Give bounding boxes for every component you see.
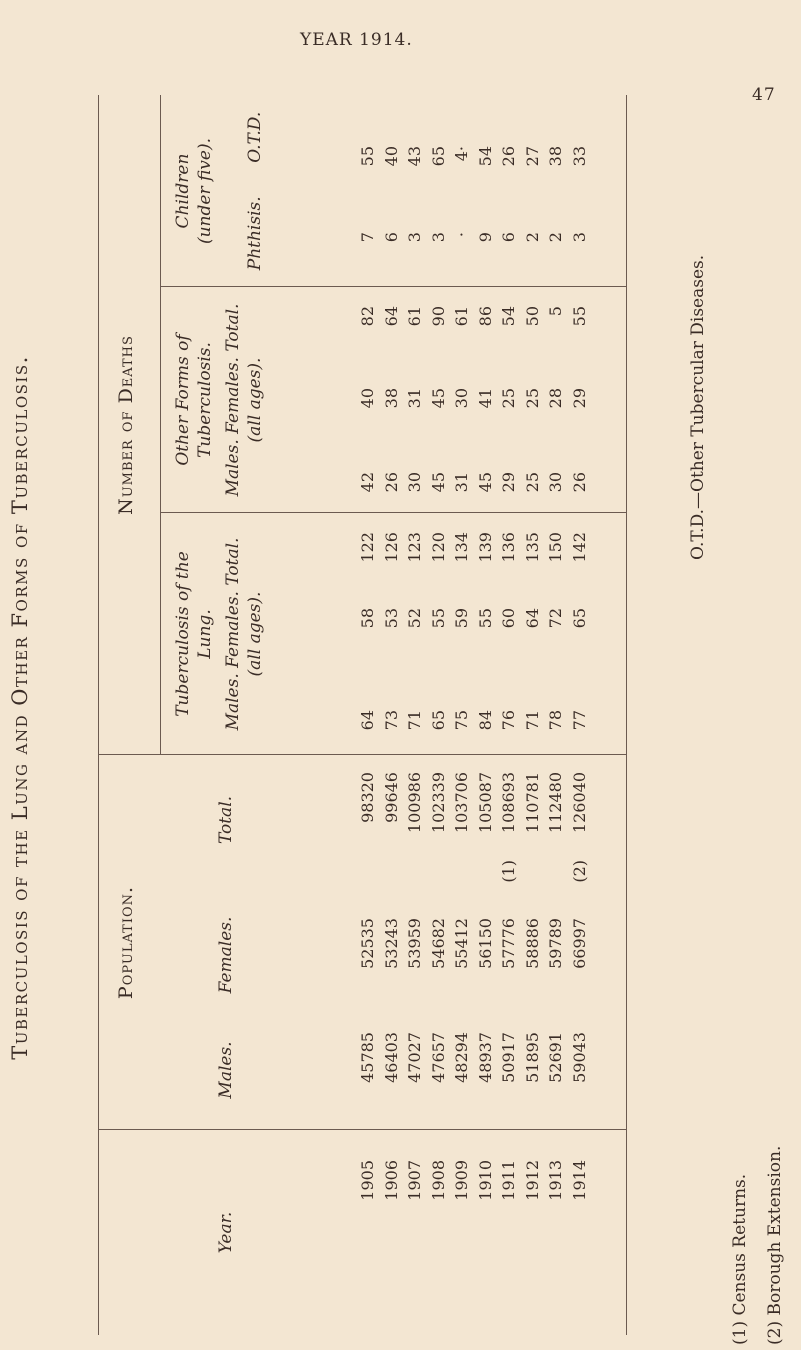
cell-year: 1913 xyxy=(546,1160,565,1201)
cell-other-t: 86 xyxy=(475,306,495,327)
running-head: YEAR 1914. xyxy=(300,30,413,50)
cell-lung-m: 64 xyxy=(358,710,377,731)
cell-ch-phthisis: 2 xyxy=(522,232,542,243)
cell-ch-otd: 43 xyxy=(405,146,424,167)
cell-lung-m: 73 xyxy=(381,710,401,731)
cell-ch-phthisis: 2 xyxy=(546,232,565,243)
cell-other-f: 41 xyxy=(475,388,495,409)
rule-group xyxy=(160,95,161,755)
cell-year: 1912 xyxy=(522,1160,542,1201)
cell-other-f: 38 xyxy=(381,388,401,409)
cell-lung-t: 120 xyxy=(428,532,448,563)
cell-pop-total: 100986 xyxy=(405,772,424,834)
cell-pop-males: 48294 xyxy=(452,1032,471,1083)
cell-lung-f: 60 xyxy=(499,608,518,629)
cell-pop-males: 48937 xyxy=(475,1032,495,1083)
cell-year: 1914 xyxy=(569,1160,589,1201)
cell-lung-f: 59 xyxy=(452,608,471,629)
children-title-line2: (under five). xyxy=(195,137,215,245)
cell-other-m: 30 xyxy=(405,472,424,493)
cell-pop-females: 57776 xyxy=(499,918,518,969)
cell-other-t: 54 xyxy=(499,306,518,327)
header-pop-females: Females. xyxy=(216,916,236,994)
cell-lung-t: 134 xyxy=(452,532,471,563)
cell-other-f: 31 xyxy=(405,388,424,409)
cell-ch-otd: 54 xyxy=(475,146,495,167)
column-pop-males xyxy=(356,1032,591,1112)
cell-other-f: 40 xyxy=(358,388,377,409)
cell-other-m: 25 xyxy=(522,472,542,493)
cell-pop-total: 99646 xyxy=(381,772,401,823)
cell-lung-t: 136 xyxy=(499,532,518,563)
cell-other-f: 25 xyxy=(499,388,518,409)
cell-year: 1905 xyxy=(358,1160,377,1201)
header-other-title xyxy=(172,287,266,513)
cell-pop-total: 126040 xyxy=(569,772,589,834)
cell-pop-females: 58886 xyxy=(522,918,542,969)
cell-ch-phthisis: 7 xyxy=(358,232,377,243)
cell-other-t: 55 xyxy=(569,306,589,327)
cell-year: 1910 xyxy=(475,1160,495,1201)
cell-lung-t: 139 xyxy=(475,532,495,563)
cell-pop-note: (2) xyxy=(569,860,589,883)
cell-ch-phthisis: 3 xyxy=(428,232,448,243)
cell-pop-males: 52691 xyxy=(546,1032,565,1083)
lung-all-ages: (all ages). xyxy=(245,591,265,677)
column-lung-m xyxy=(356,710,591,790)
cell-lung-f: 72 xyxy=(546,608,565,629)
cell-other-t: 5 xyxy=(546,306,565,317)
cell-ch-phthisis: 6 xyxy=(381,232,401,243)
cell-other-t: 82 xyxy=(358,306,377,327)
cell-lung-m: 78 xyxy=(546,710,565,731)
cell-pop-females: 53243 xyxy=(381,918,401,969)
cell-lung-t: 123 xyxy=(405,532,424,563)
cell-other-t: 61 xyxy=(452,306,471,327)
cell-lung-f: 53 xyxy=(381,608,401,629)
cell-lung-m: 75 xyxy=(452,710,471,731)
header-pop-males: Males. xyxy=(216,1041,236,1099)
cell-other-f: 30 xyxy=(452,388,471,409)
cell-lung-m: 71 xyxy=(405,710,424,731)
column-year xyxy=(356,1160,591,1240)
cell-pop-females: 52535 xyxy=(358,918,377,969)
header-pop-total: Total. xyxy=(216,795,236,845)
cell-pop-note xyxy=(521,860,545,940)
cell-lung-f: 52 xyxy=(405,608,424,629)
cell-other-t: 61 xyxy=(405,306,424,327)
cell-pop-total: 98320 xyxy=(358,772,377,823)
cell-other-m: 31 xyxy=(452,472,471,493)
cell-ch-phthisis: 3 xyxy=(405,232,424,243)
cell-pop-males: 51895 xyxy=(522,1032,542,1083)
cell-pop-males: 47657 xyxy=(428,1032,448,1083)
cell-pop-males: 46403 xyxy=(381,1032,401,1083)
cell-other-m: 26 xyxy=(381,472,401,493)
other-title-line1: Other Forms of xyxy=(173,334,193,466)
cell-pop-total: 105087 xyxy=(475,772,495,834)
cell-year: 1909 xyxy=(452,1160,471,1201)
cell-pop-males: 47027 xyxy=(405,1032,424,1083)
cell-lung-m: 65 xyxy=(428,710,448,731)
cell-other-m: 26 xyxy=(569,472,589,493)
cell-other-f: 25 xyxy=(522,388,542,409)
cell-pop-females: 66997 xyxy=(569,918,589,969)
group-deaths: Number of Deaths xyxy=(115,335,137,515)
lung-subheaders: Males. Females. Total. xyxy=(223,537,243,731)
cell-lung-t: 142 xyxy=(569,532,589,563)
cell-pop-total: 102339 xyxy=(428,772,448,834)
divider xyxy=(98,1129,626,1130)
cell-pop-note xyxy=(380,860,404,940)
cell-pop-note: (1) xyxy=(499,860,518,883)
cell-pop-females: 53959 xyxy=(405,918,424,969)
table-title: Tuberculosis of the Lung and Other Forms of Tuberculosis. xyxy=(8,355,32,1060)
header-year: Year. xyxy=(216,1211,236,1254)
cell-lung-t: 135 xyxy=(522,532,542,563)
cell-ch-otd: 55 xyxy=(358,146,377,167)
cell-pop-total: 103706 xyxy=(452,772,471,834)
cell-pop-females: 59789 xyxy=(546,918,565,969)
header-otd: O.T.D. xyxy=(245,111,265,163)
cell-other-m: 29 xyxy=(499,472,518,493)
rule-top xyxy=(98,95,99,1335)
cell-other-f: 29 xyxy=(569,388,589,409)
cell-pop-note xyxy=(474,860,498,940)
cell-other-m: 30 xyxy=(546,472,565,493)
cell-pop-males: 45785 xyxy=(358,1032,377,1083)
header-lung-title xyxy=(172,513,266,755)
cell-lung-f: 55 xyxy=(428,608,448,629)
cell-ch-phthisis: · xyxy=(452,232,471,238)
cell-ch-phthisis: 3 xyxy=(569,232,589,243)
cell-lung-f: 58 xyxy=(358,608,377,629)
cell-lung-m: 76 xyxy=(499,710,518,731)
cell-other-t: 64 xyxy=(381,306,401,327)
cell-pop-note xyxy=(403,860,427,940)
cell-ch-otd: 40 xyxy=(381,146,401,167)
column-other-m xyxy=(356,472,591,552)
lung-title-line1: Tuberculosis of the xyxy=(173,551,193,717)
cell-pop-note xyxy=(544,860,568,940)
cell-year: 1911 xyxy=(499,1160,518,1201)
cell-ch-otd: 38 xyxy=(546,146,565,167)
children-subheaders xyxy=(244,95,266,287)
cell-year: 1906 xyxy=(381,1160,401,1201)
cell-pop-females: 56150 xyxy=(475,918,495,969)
cell-pop-males: 50917 xyxy=(499,1032,518,1083)
group-population: Population. xyxy=(115,885,137,1000)
header-children xyxy=(172,95,266,287)
other-title-line2: Tuberculosis. xyxy=(195,342,215,458)
cell-lung-m: 71 xyxy=(522,710,542,731)
cell-year: 1908 xyxy=(428,1160,448,1201)
cell-other-t: 50 xyxy=(522,306,542,327)
lung-title-line2: Lung. xyxy=(195,609,215,659)
cell-pop-total: 110781 xyxy=(522,772,542,834)
cell-pop-note xyxy=(427,860,451,940)
column-other-f xyxy=(356,388,591,468)
column-ch-phthisis xyxy=(356,232,591,312)
cell-other-f: 45 xyxy=(428,388,448,409)
cell-lung-f: 65 xyxy=(569,608,589,629)
cell-other-m: 45 xyxy=(475,472,495,493)
cell-pop-total: 112480 xyxy=(546,772,565,834)
cell-lung-f: 64 xyxy=(522,608,542,629)
cell-other-m: 42 xyxy=(358,472,377,493)
cell-pop-females: 55412 xyxy=(452,918,471,969)
cell-pop-females: 54682 xyxy=(428,918,448,969)
footnote-census: (1) Census Returns. xyxy=(730,1173,750,1345)
header-phthisis: Phthisis. xyxy=(245,196,265,271)
children-title-line1: Children xyxy=(173,153,193,229)
cell-lung-m: 77 xyxy=(569,710,589,731)
column-other-t xyxy=(356,306,591,386)
cell-ch-otd: 27 xyxy=(522,146,542,167)
cell-pop-note xyxy=(450,860,474,940)
cell-ch-phthisis: 9 xyxy=(475,232,495,243)
cell-other-f: 28 xyxy=(546,388,565,409)
cell-lung-t: 126 xyxy=(381,532,401,563)
cell-other-m: 45 xyxy=(428,472,448,493)
cell-lung-f: 55 xyxy=(475,608,495,629)
cell-lung-m: 84 xyxy=(475,710,495,731)
cell-pop-note xyxy=(356,860,380,940)
cell-ch-otd: 4· xyxy=(452,146,471,162)
column-ch-otd xyxy=(356,146,591,226)
cell-pop-total: 108693 xyxy=(499,772,518,834)
rule-bottom xyxy=(626,95,627,1335)
other-subheaders: Males. Females. Total. xyxy=(223,303,243,497)
cell-ch-otd: 65 xyxy=(428,146,448,167)
footnote-otd: O.T.D.—Other Tubercular Diseases. xyxy=(688,254,708,560)
page-number: 47 xyxy=(752,85,776,105)
footnote-borough: (2) Borough Extension. xyxy=(765,1145,785,1345)
cell-ch-otd: 33 xyxy=(569,146,589,167)
cell-pop-males: 59043 xyxy=(569,1032,589,1083)
cell-lung-t: 150 xyxy=(546,532,565,563)
column-lung-f xyxy=(356,608,591,688)
other-all-ages: (all ages). xyxy=(245,357,265,443)
column-pop-note xyxy=(356,860,591,940)
cell-lung-t: 122 xyxy=(358,532,377,563)
cell-ch-otd: 26 xyxy=(499,146,518,167)
cell-ch-phthisis: 6 xyxy=(499,232,518,243)
cell-other-t: 90 xyxy=(428,306,448,327)
cell-year: 1907 xyxy=(405,1160,424,1201)
